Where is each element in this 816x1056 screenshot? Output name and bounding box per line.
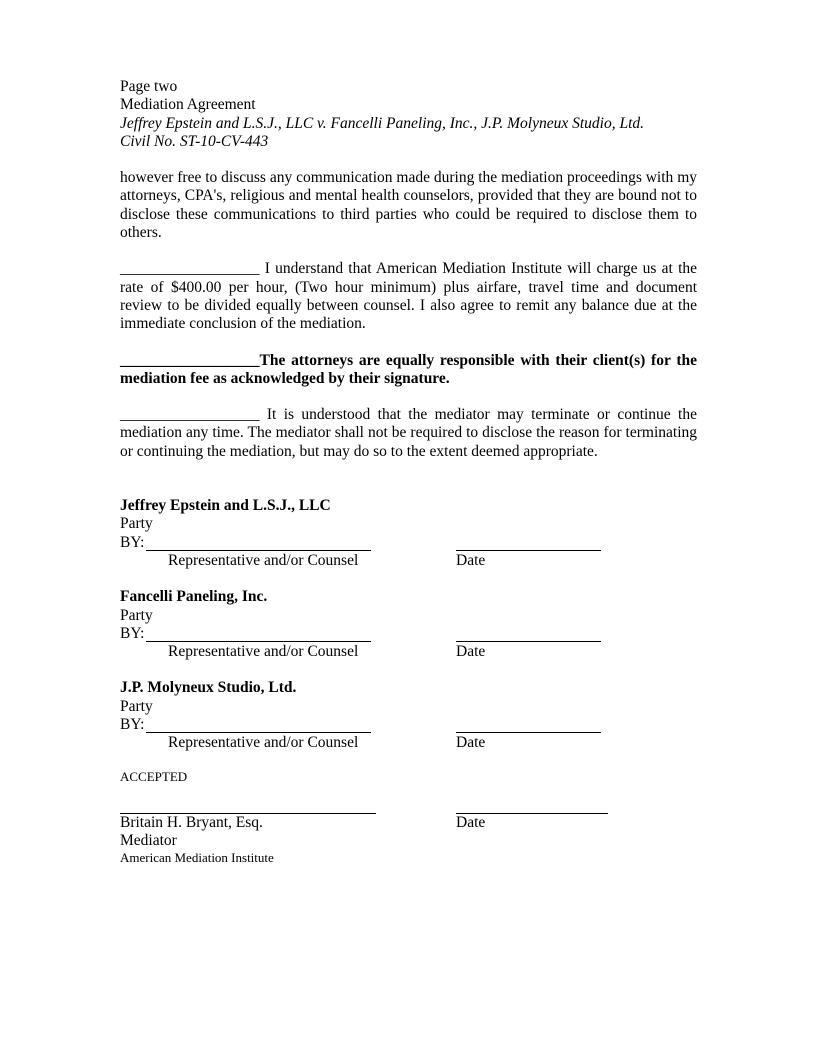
mediator-signature-block bbox=[120, 769, 697, 866]
date-label: Date bbox=[456, 734, 486, 752]
party-name: Jeffrey Epstein and L.S.J., LLC bbox=[120, 497, 331, 515]
date-label: Date bbox=[456, 643, 486, 661]
mediator-name: Britain H. Bryant, Esq. bbox=[120, 813, 263, 831]
initial-blank: __________________ bbox=[120, 351, 260, 369]
fee-text: I understand that American Mediation Institute will charge us at the rate of $400.00 per hour, (Two hour minimum) plus airfare, travel time and document review to be divided equally between counsel. I also agree to remit any balance due at the immediate conclusion of the mediation. bbox=[120, 260, 698, 333]
party-name: Fancelli Paneling, Inc. bbox=[120, 588, 268, 606]
by-label: BY: bbox=[120, 533, 145, 551]
date-line[interactable] bbox=[456, 641, 601, 642]
representative-label: Representative and/or Counsel bbox=[168, 643, 359, 661]
party-label: Party bbox=[120, 606, 153, 624]
party-label: Party bbox=[120, 697, 153, 715]
case-caption: Jeffrey Epstein and L.S.J., LLC v. Fancelli Paneling, Inc., J.P. Molyneux Studio, Ltd. bbox=[120, 114, 645, 132]
responsibility-text: The attorneys are equally responsible with their client(s) for the mediation fee as acknowledged by their signature. bbox=[120, 351, 697, 387]
termination-paragraph bbox=[120, 406, 697, 461]
party-signature-block bbox=[120, 497, 697, 570]
fee-paragraph bbox=[120, 260, 697, 333]
representative-label: Representative and/or Counsel bbox=[168, 551, 359, 569]
date-line[interactable] bbox=[456, 550, 601, 551]
date-line[interactable] bbox=[456, 732, 601, 733]
confidentiality-continuation: however free to discuss any communication made during the mediation proceedings with my attorneys, CPA's, religious and mental health counselors, provided that they are bound not to disclose these communications to third parties who could be required to disclose them to others. bbox=[120, 169, 697, 242]
responsibility-paragraph bbox=[120, 352, 697, 389]
document-page bbox=[120, 78, 697, 865]
mediator-date-label: Date bbox=[456, 813, 486, 831]
signature-line[interactable] bbox=[146, 550, 371, 551]
signature-line[interactable] bbox=[146, 641, 371, 642]
mediator-role: Mediator bbox=[120, 831, 177, 849]
document-title: Mediation Agreement bbox=[120, 96, 256, 114]
by-label: BY: bbox=[120, 716, 145, 734]
civil-number: Civil No. ST-10-CV-443 bbox=[120, 132, 269, 150]
party-signature-block bbox=[120, 679, 697, 752]
signature-line[interactable] bbox=[146, 732, 371, 733]
party-name: J.P. Molyneux Studio, Ltd. bbox=[120, 679, 297, 697]
initial-blank: __________________ bbox=[120, 406, 260, 424]
initial-blank: __________________ bbox=[120, 260, 260, 278]
representative-label: Representative and/or Counsel bbox=[168, 734, 359, 752]
by-label: BY: bbox=[120, 624, 145, 642]
party-label: Party bbox=[120, 515, 153, 533]
page-number: Page two bbox=[120, 78, 178, 95]
date-label: Date bbox=[456, 551, 486, 569]
party-signature-block bbox=[120, 588, 697, 661]
termination-text: It is understood that the mediator may terminate or continue the mediation any time. The mediator shall not be required to disclose the reason for terminating or continuing the mediation, but may do so to the extent deemed appropriate. bbox=[120, 406, 697, 460]
accepted-label: ACCEPTED bbox=[120, 768, 188, 784]
page-header bbox=[120, 78, 697, 151]
mediator-organization: American Mediation Institute bbox=[120, 850, 274, 866]
